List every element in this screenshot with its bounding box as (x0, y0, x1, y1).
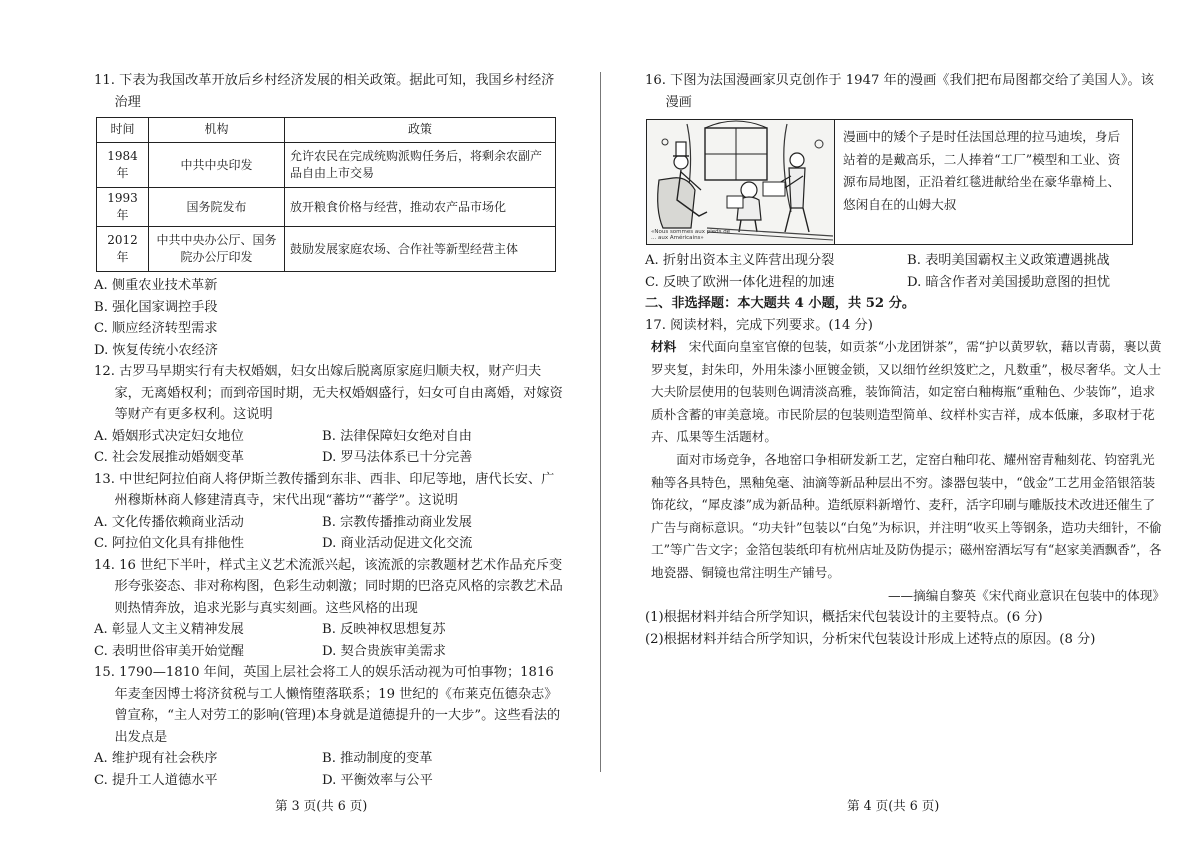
question-13 (94, 469, 564, 555)
q14-option-d: D. 契合贵族审美需求 (322, 643, 446, 659)
table-row (97, 227, 556, 272)
q14-options-row-2 (94, 641, 564, 663)
q14-stem: 14. 16 世纪下半叶，样式主义艺术流派兴起，该流派的宗教题材艺术作品充斥变形夸张姿态、非对称构图，色彩生动刺激；同时期的巴洛克风格的宗教艺术品则热情奔放，追求光影与真实刻画。这些风格的出现 (94, 557, 563, 616)
cell-policy: 鼓励发展家庭农场、合作社等新型经营主体 (285, 227, 556, 272)
q11-option-b: B. 强化国家调控手段 (94, 299, 218, 315)
q14-option-b: B. 反映神权思想复苏 (322, 622, 446, 637)
q12-options-row-2 (94, 447, 564, 469)
q16-options-row-2 (645, 272, 1165, 294)
q16-option-c: C. 反映了欧洲一体化进程的加速 (645, 274, 835, 290)
q12-option-d: D. 罗马法体系已十分完善 (322, 450, 473, 465)
question-12 (94, 361, 564, 469)
cartoon-inset-text: «Nous sommes aux pieds de ... aux Américains» (651, 229, 731, 241)
cartoon-panel (646, 119, 1133, 245)
table-row (97, 143, 556, 188)
q14-options-row-1 (94, 619, 564, 641)
q13-option-c: C. 阿拉伯文化具有排他性 (94, 536, 244, 551)
material-source: ——摘编自黎英《宋代商业意识在包装中的体现》 (887, 587, 1165, 603)
table-header-row (97, 118, 556, 143)
q17-stem: 17. 阅读材料，完成下列要求。(14 分) (645, 317, 873, 333)
q12-option-c: C. 社会发展推动婚姻变革 (94, 450, 244, 465)
header-org: 机构 (149, 118, 285, 143)
q15-options-row-1 (94, 748, 564, 770)
question-17 (645, 315, 1165, 651)
q15-option-b: B. 推动制度的变革 (322, 751, 433, 766)
cell-time: 2012 年 (97, 227, 149, 272)
q16-stem: 16. 下图为法国漫画家贝克创作于 1947 年的漫画《我们把布局图都交给了美国人》。该漫画 (645, 73, 1154, 110)
cell-time: 1993 年 (97, 188, 149, 227)
q11-option-c: C. 顺应经济转型需求 (94, 321, 218, 336)
question-11 (94, 70, 564, 361)
q13-option-b: B. 宗教传播推动商业发展 (322, 514, 472, 530)
question-14 (94, 555, 564, 663)
cartoon-image (647, 120, 835, 244)
q12-stem: 12. 古罗马早期实行有夫权婚姻，妇女出嫁后脱离原家庭归顺夫权，财产归夫家，无离婚权利；而到帝国时期，无夫权婚姻盛行，妇女可自由离婚，对嫁资等财产有更多权利。这说明 (94, 364, 563, 422)
cell-policy: 放开粮食价格与经营，推动农产品市场化 (285, 188, 556, 227)
header-policy: 政策 (285, 118, 556, 143)
q16-options-row-1 (645, 250, 1165, 272)
q13-options-row-2 (94, 533, 564, 555)
q17-sub-question-1: (1)根据材料并结合所学知识，概括宋代包装设计的主要特点。(6 分) (645, 610, 1043, 626)
cell-policy: 允许农民在完成统购派购任务后，将剩余农副产品自由上市交易 (285, 143, 556, 188)
section-heading: 二、非选择题：本大题共 4 小题，共 52 分。 (645, 296, 916, 311)
q12-option-b: B. 法律保障妇女绝对自由 (322, 428, 472, 444)
cell-time: 1984 年 (97, 143, 149, 188)
page-footer-right: 第 4 页(共 6 页) (847, 798, 940, 813)
q13-options-row-1 (94, 512, 564, 534)
q11-option-d: D. 恢复传统小农经济 (94, 342, 218, 358)
material-label: 材料 (651, 339, 677, 354)
material-paragraph-2: 面对市场竞争，各地窑口争相研发新工艺，定窑白釉印花、耀州窑青釉刻花、钧窑乳光釉等各具特色，黑釉兔毫、油滴等新品种层出不穷。漆器包装中，“戗金”工艺用金箔银箔装饰花纹，“犀皮漆”成为新品种。造纸原料新增竹、麦秆，活字印刷与雕版技术改进还催生了广告与商标意识。“功夫针”包装以“白兔”为标识，并注明“收买上等钢条，造功夫细针，不偷工”等广告文字；金箔包装纸印有杭州店址及防伪提示；磁州窑酒坛写有“赵家美酒飘香”，各地瓷器、铜镜也常注明生产铺号。 (651, 451, 1162, 580)
material-paragraph-1: 宋代面向皇室官僚的包装，如贡茶“小龙团饼茶”，需“护以黄罗软，藉以青蒻，裹以黄罗夹复，封朱印，外用朱漆小匣镀金锁，又以细竹丝织笈贮之，凡数重”，极尽奢华。文人士大夫阶层使用的包装则色调清淡高雅，装饰简洁，如定窑白釉梅瓶“重釉色、少装饰”，追求质朴含蓄的审美意境。市民阶层的包装则造型简单、纹样朴实吉祥，成本低廉，多取材于花卉、瓜果等生活题材。 (651, 339, 1162, 445)
question-16 (645, 70, 1165, 293)
q12-option-a: A. 婚姻形式决定妇女地位 (94, 428, 244, 444)
exam-page-4 (600, 0, 1200, 849)
q15-options-row-2 (94, 770, 564, 792)
q11-option-a: A. 侧重农业技术革新 (94, 278, 218, 293)
q11-stem: 11. 下表为我国改革开放后乡村经济发展的相关政策。据此可知，我国乡村经济治理 (94, 73, 555, 110)
q12-options-row-1 (94, 426, 564, 448)
q13-option-d: D. 商业活动促进文化交流 (322, 536, 473, 551)
page-footer-left: 第 3 页(共 6 页) (275, 798, 368, 813)
q16-option-a: A. 折射出资本主义阵营出现分裂 (645, 253, 835, 268)
q16-option-d: D. 暗含作者对美国援助意图的担忧 (907, 274, 1111, 290)
q17-material (645, 336, 1165, 607)
header-time: 时间 (97, 118, 149, 143)
q13-option-a: A. 文化传播依赖商业活动 (94, 514, 244, 530)
q14-option-c: C. 表明世俗审美开始觉醒 (94, 643, 244, 659)
question-15 (94, 662, 564, 791)
cartoon-drawing (647, 120, 835, 244)
q16-option-b: B. 表明美国霸权主义政策遭遇挑战 (907, 253, 1110, 268)
q15-option-a: A. 维护现有社会秩序 (94, 751, 218, 766)
q17-sub-question-2: (2)根据材料并结合所学知识，分析宋代包装设计形成上述特点的原因。(8 分) (645, 631, 1096, 647)
q14-option-a: A. 彰显人文主义精神发展 (94, 622, 244, 637)
cartoon-caption: 漫画中的矮个子是时任法国总理的拉马迪埃，身后站着的是戴高乐，二人捧着“工厂”模型和工业、资源布局地图，正沿着红毯进献给坐在豪华靠椅上、悠闲自在的山姆大叔 (843, 129, 1121, 212)
policy-table (96, 117, 556, 272)
right-column (645, 70, 1165, 650)
q15-option-d: D. 平衡效率与公平 (322, 772, 433, 788)
cell-org: 中共中央办公厅、国务院办公厅印发 (149, 227, 285, 272)
q15-stem: 15. 1790—1810 年间，英国上层社会将工人的娱乐活动视为可怕事物；1816 年麦奎因博士将济贫税与工人懒惰堕落联系；19 世纪的《布莱克伍德杂志》曾宣称，“主人对劳工的影响(管理)本身就是道德提升的一大步”。这些看法的出发点是 (94, 665, 561, 745)
cell-org: 国务院发布 (149, 188, 285, 227)
table-row (97, 188, 556, 227)
cell-org: 中共中央印发 (149, 143, 285, 188)
q13-stem: 13. 中世纪阿拉伯商人将伊斯兰教传播到东非、西非、印尼等地，唐代长安、广州穆斯林商人修建清真寺，宋代出现“蕃坊”“蕃学”。这说明 (94, 471, 555, 508)
q15-option-c: C. 提升工人道德水平 (94, 772, 218, 788)
left-column (94, 70, 564, 791)
